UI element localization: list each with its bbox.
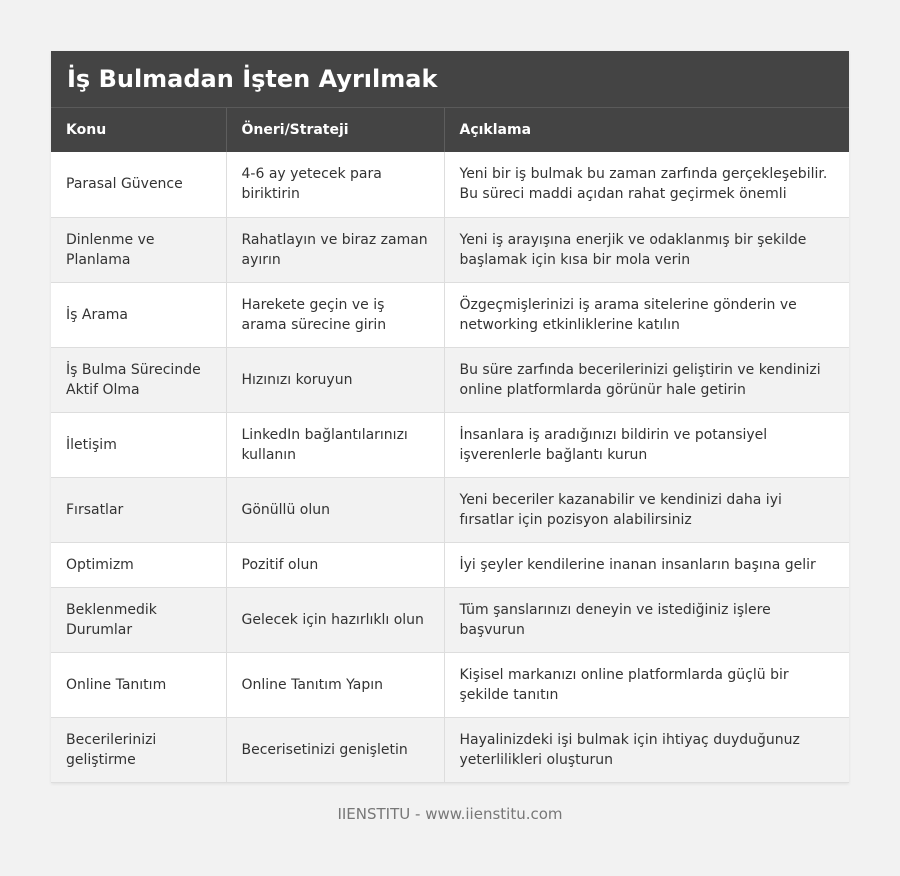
cell-oneri: Gönüllü olun: [226, 477, 444, 542]
cell-konu: Becerilerinizi geliştirme: [51, 717, 226, 782]
cell-konu: Online Tanıtım: [51, 652, 226, 717]
cell-oneri: Hızınızı koruyun: [226, 347, 444, 412]
cell-konu: İş Bulma Sürecinde Aktif Olma: [51, 347, 226, 412]
table-row: [51, 587, 849, 652]
header-row: [51, 108, 849, 152]
table-row: [51, 477, 849, 542]
cell-aciklama: Özgeçmişlerinizi iş arama sitelerine gönderin ve networking etkinliklerine katılın: [444, 282, 849, 347]
data-table: [51, 108, 849, 783]
cell-oneri: LinkedIn bağlantılarınızı kullanın: [226, 412, 444, 477]
cell-oneri: 4-6 ay yetecek para biriktirin: [226, 152, 444, 217]
table-title: İş Bulmadan İşten Ayrılmak: [51, 51, 849, 108]
cell-konu: İş Arama: [51, 282, 226, 347]
cell-konu: Optimizm: [51, 542, 226, 587]
table-row: [51, 152, 849, 217]
cell-aciklama: Yeni beceriler kazanabilir ve kendinizi daha iyi fırsatlar için pozisyon alabilirsiniz: [444, 477, 849, 542]
cell-aciklama: Kişisel markanızı online platformlarda güçlü bir şekilde tanıtın: [444, 652, 849, 717]
table-row: [51, 652, 849, 717]
table-row: [51, 347, 849, 412]
table-row: [51, 542, 849, 587]
table-row: [51, 217, 849, 282]
table-row: [51, 282, 849, 347]
table-row: [51, 412, 849, 477]
cell-oneri: Pozitif olun: [226, 542, 444, 587]
cell-aciklama: Yeni bir iş bulmak bu zaman zarfında gerçekleşebilir. Bu süreci maddi açıdan rahat geçirmek önemli: [444, 152, 849, 217]
cell-aciklama: İyi şeyler kendilerine inanan insanların başına gelir: [444, 542, 849, 587]
table-card: [51, 51, 849, 783]
cell-konu: Beklenmedik Durumlar: [51, 587, 226, 652]
cell-oneri: Becerisetinizi genişletin: [226, 717, 444, 782]
table-row: [51, 717, 849, 782]
cell-konu: Parasal Güvence: [51, 152, 226, 217]
cell-oneri: Rahatlayın ve biraz zaman ayırın: [226, 217, 444, 282]
cell-konu: Dinlenme ve Planlama: [51, 217, 226, 282]
cell-aciklama: Tüm şanslarınızı deneyin ve istediğiniz işlere başvurun: [444, 587, 849, 652]
header-oneri-strateji: Öneri/Strateji: [226, 108, 444, 152]
cell-aciklama: Yeni iş arayışına enerjik ve odaklanmış bir şekilde başlamak için kısa bir mola verin: [444, 217, 849, 282]
header-konu: Konu: [51, 108, 226, 152]
header-aciklama: Açıklama: [444, 108, 849, 152]
cell-oneri: Gelecek için hazırlıklı olun: [226, 587, 444, 652]
cell-aciklama: İnsanlara iş aradığınızı bildirin ve potansiyel işverenlerle bağlantı kurun: [444, 412, 849, 477]
footer-credit: IIENSTITU - www.iienstitu.com: [337, 805, 563, 823]
cell-konu: Fırsatlar: [51, 477, 226, 542]
cell-oneri: Harekete geçin ve iş arama sürecine girin: [226, 282, 444, 347]
cell-aciklama: Bu süre zarfında becerilerinizi geliştirin ve kendinizi online platformlarda görünür hale getirin: [444, 347, 849, 412]
cell-konu: İletişim: [51, 412, 226, 477]
cell-aciklama: Hayalinizdeki işi bulmak için ihtiyaç duyduğunuz yeterlilikleri oluşturun: [444, 717, 849, 782]
cell-oneri: Online Tanıtım Yapın: [226, 652, 444, 717]
